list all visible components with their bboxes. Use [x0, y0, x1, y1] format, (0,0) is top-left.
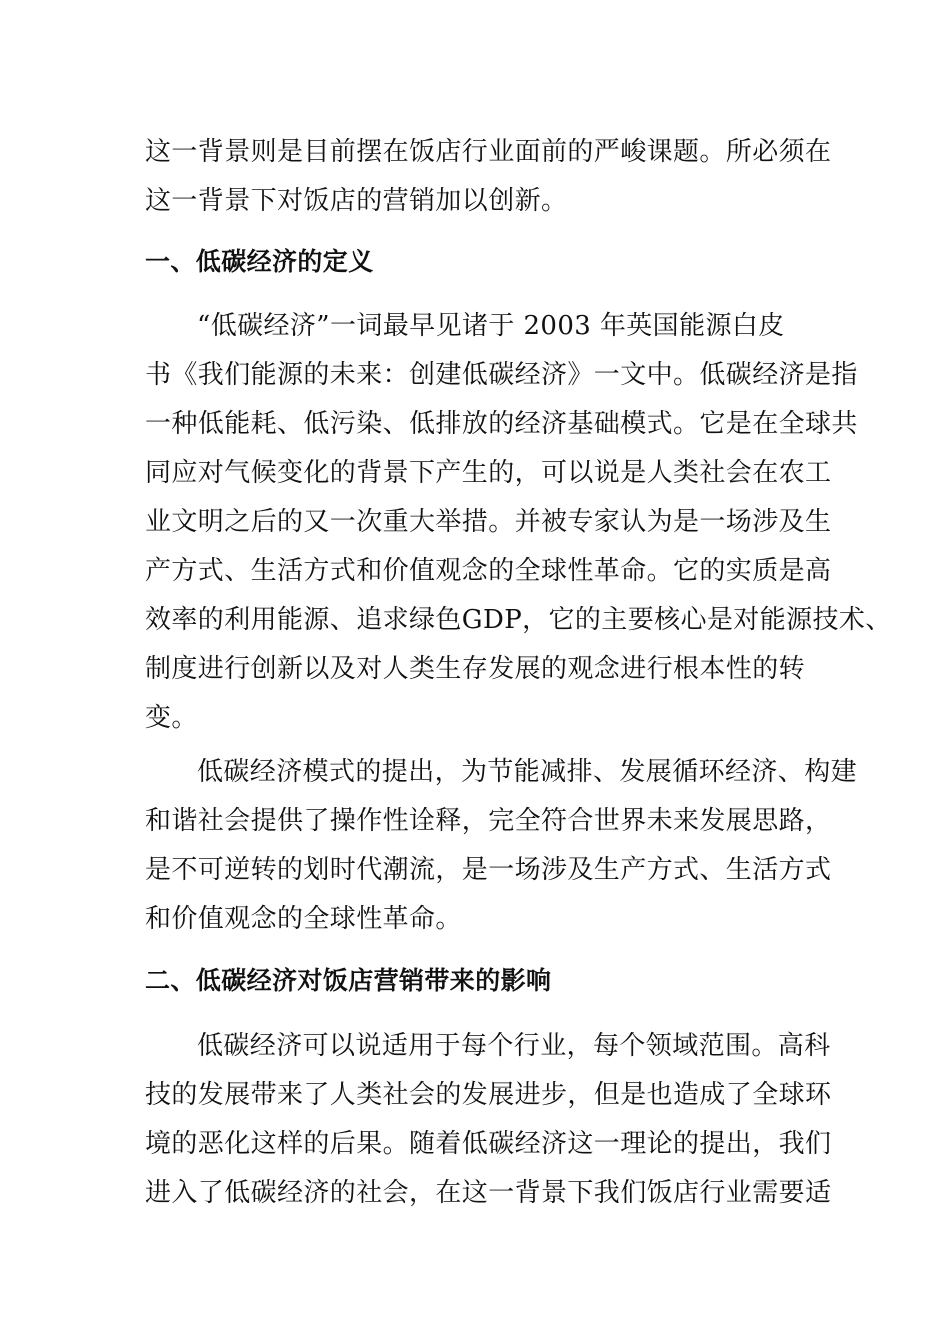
paragraph-line: 技的发展带来了人类社会的发展进步，但是也造成了全球环: [145, 1080, 832, 1110]
section-heading: 一、低碳经济的定义: [145, 247, 374, 276]
paragraph-line: 境的恶化这样的后果。随着低碳经济这一理论的提出，我们: [145, 1129, 832, 1159]
paragraph-line: 低碳经济模式的提出，为节能减排、发展循环经济、构建: [197, 757, 858, 787]
paragraph-line: 一种低能耗、低污染、低排放的经济基础模式。它是在全球共: [145, 409, 858, 439]
paragraph-line: 业文明之后的又一次重大举措。并被专家认为是一场涉及生: [145, 507, 832, 537]
paragraph-line: 这一背景则是目前摆在饭店行业面前的严峻课题。所必须在: [145, 137, 832, 167]
paragraph-line: 和谐社会提供了操作性诠释，完全符合世界未来发展思路，: [145, 806, 832, 836]
paragraph-line: 这一背景下对饭店的营销加以创新。: [145, 186, 568, 216]
paragraph-line: 进入了低碳经济的社会，在这一背景下我们饭店行业需要适: [145, 1178, 832, 1208]
paragraph-line: 低碳经济可以说适用于每个行业，每个领域范围。高科: [197, 1031, 831, 1061]
paragraph-line: “低碳经济”一词最早见诸于 2003 年英国能源白皮: [197, 311, 785, 341]
paragraph-line: 同应对气候变化的背景下产生的，可以说是人类社会在农工: [145, 458, 832, 488]
paragraph-line: 是不可逆转的划时代潮流，是一场涉及生产方式、生活方式: [145, 855, 832, 885]
paragraph-line: 和价值观念的全球性革命。: [145, 904, 462, 934]
paragraph-line: 变。: [145, 703, 198, 733]
section-heading: 二、低碳经济对饭店营销带来的影响: [145, 966, 552, 995]
paragraph-line: 产方式、生活方式和价值观念的全球性革命。它的实质是高: [145, 556, 832, 586]
paragraph-line: 效率的利用能源、追求绿色GDP，它的主要核心是对能源技术、: [145, 605, 892, 635]
paragraph-line: 书《我们能源的未来：创建低碳经济》一文中。低碳经济是指: [145, 360, 858, 390]
paragraph-line: 制度进行创新以及对人类生存发展的观念进行根本性的转: [145, 654, 806, 684]
